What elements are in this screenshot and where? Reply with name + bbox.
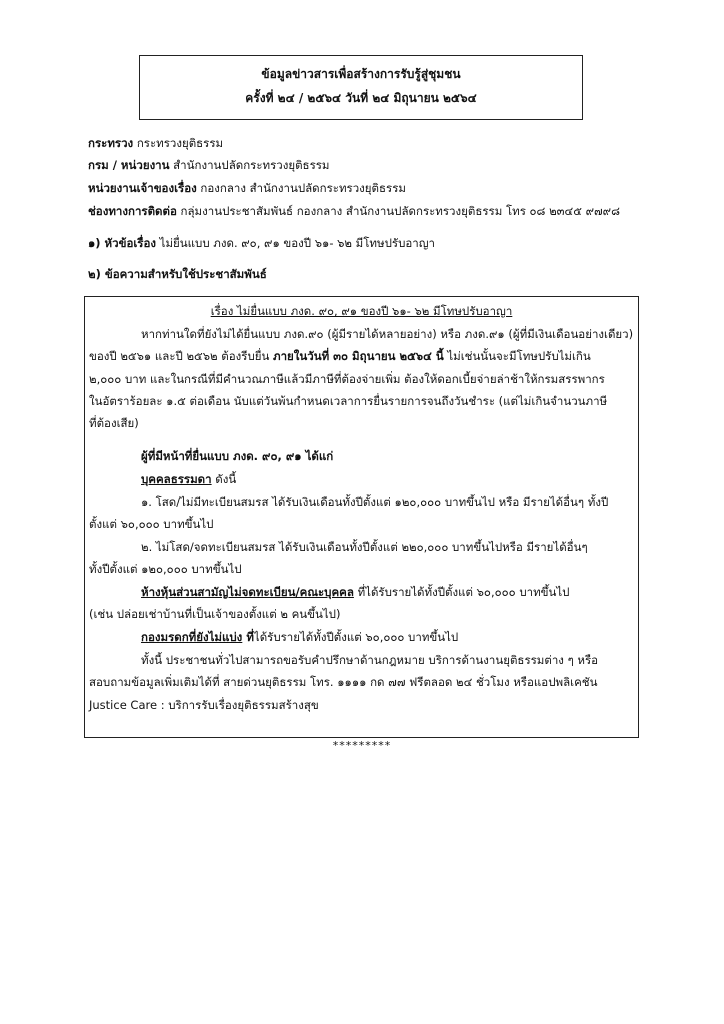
- item-1-line-1: ๑. โสด/ไม่มีทะเบียนสมรส ได้รับเงินเดือนทั้งปีตั้งแต่ ๑๒๐,๐๐๐ บาทขึ้นไป หรือ มีรายได้อื่นๆ ทั้งปี: [141, 495, 609, 509]
- footer-stars: *********: [332, 739, 392, 752]
- deadline-penalty: ไม่เช่นนั้นจะมีโทษปรับไม่เกิน: [443, 349, 591, 363]
- person-line: [141, 472, 236, 486]
- paragraph-1-line-2: [89, 349, 591, 363]
- meta-contact-value: กลุ่มงานประชาสัมพันธ์ กองกลาง สำนักงานปลัดกระทรวงยุติธรรม โทร ๐๘ ๒๓๔๕ ๙๗๙๘: [180, 204, 620, 218]
- meta-contact-label: ช่องทางการติดต่อ: [88, 204, 177, 218]
- header-box: [139, 55, 583, 120]
- item-2-line-2: ทั้งปีตั้งแต่ ๑๒๐,๐๐๐ บาทขึ้นไป: [89, 562, 242, 576]
- estate-connector: ที่: [242, 630, 254, 644]
- item-2-line-1: ๒. ไม่โสด/จดทะเบียนสมรส ได้รับเงินเดือนทั้งปีตั้งแต่ ๒๒๐,๐๐๐ บาทขึ้นไปหรือ มีรายได้อื่นๆ: [141, 540, 588, 554]
- estate-suffix: ได้รับรายได้ทั้งปีตั้งแต่ ๖๐,๐๐๐ บาทขึ้นไป: [253, 630, 459, 644]
- header-title: ข้อมูลข่าวสารเพื่อสร้างการรับรู้สู่ชุมชน: [261, 67, 461, 81]
- message-box: [84, 296, 639, 738]
- meta-ministry-value: กระทรวงยุติธรรม: [136, 136, 224, 150]
- estate-label: กองมรดกที่ยังไม่แบ่ง: [141, 630, 243, 644]
- estate-line: [141, 630, 458, 644]
- section-topic: [88, 235, 435, 253]
- meta-owner-label: หน่วยงานเจ้าของเรื่อง: [88, 181, 197, 195]
- meta-ministry-label: กระทรวง: [88, 136, 134, 150]
- deadline-intro: ของปี ๒๕๖๑ และปี ๒๕๖๒ ต้องรีบยื่น: [89, 349, 274, 363]
- person-label: บุคคลธรรมดา: [141, 472, 212, 486]
- person-suffix: ดังนี้: [211, 472, 237, 486]
- paragraph-1-line-4: ในอัตราร้อยละ ๑.๕ ต่อเดือน นับแต่วันพ้นกำหนดเวลาการยื่นรายการจนถึงวันชำระ (แต่ไม่เกินจำนวนภาษี: [89, 394, 608, 408]
- meta-owner: [88, 180, 406, 198]
- meta-department: [88, 157, 330, 175]
- partnership-example: (เช่น ปล่อยเช่าบ้านที่เป็นเจ้าของตั้งแต่ ๒ คนขึ้นไป): [89, 607, 341, 621]
- section-topic-label: ๑) หัวข้อเรื่อง: [88, 236, 156, 250]
- section-topic-value: ไม่ยื่นแบบ ภงด. ๙๐, ๙๑ ของปี ๖๑- ๖๒ มีโทษปรับอาญา: [159, 236, 435, 250]
- meta-dept-label: กรม / หน่วยงาน: [88, 158, 170, 172]
- partnership-suffix: ที่ได้รับรายได้ทั้งปีตั้งแต่ ๖๐,๐๐๐ บาทขึ้นไป: [353, 585, 570, 599]
- meta-contact: [88, 203, 620, 221]
- duty-heading: ผู้ที่มีหน้าที่ยื่นแบบ ภงด. ๙๐, ๙๑ ได้แก่: [141, 449, 334, 463]
- deadline-date: ภายในวันที่ ๓๐ มิถุนายน ๒๕๖๔ นี้: [273, 349, 444, 363]
- meta-owner-value: กองกลาง สำนักงานปลัดกระทรวงยุติธรรม: [200, 181, 406, 195]
- item-1-line-2: ตั้งแต่ ๖๐,๐๐๐ บาทขึ้นไป: [89, 517, 214, 531]
- paragraph-1-line-3: ๒,๐๐๐ บาท และในกรณีที่มีคำนวณภาษีแล้วมีภาษีที่ต้องจ่ายเพิ่ม ต้องให้ดอกเบี้ยจ่ายล่าช้าให้กรมสรรพากร: [89, 372, 605, 386]
- paragraph-1-line-5: ที่ต้องเสีย): [89, 416, 139, 430]
- message-title: เรื่อง ไม่ยื่นแบบ ภงด. ๙๐, ๙๑ ของปี ๖๑- ๖๒ มีโทษปรับอาญา: [210, 304, 513, 318]
- closing-line-3: Justice Care : บริการรับเรื่องยุติธรรมสร้างสุข: [89, 698, 319, 712]
- partnership-label: ห้างหุ้นส่วนสามัญไม่จดทะเบียน/คณะบุคคล: [141, 585, 354, 599]
- header-issue: ครั้งที่ ๒๔ / ๒๕๖๔ วันที่ ๒๔ มิถุนายน ๒๕๖๔: [245, 91, 477, 105]
- paragraph-1-line-1: หากท่านใดที่ยังไม่ได้ยื่นแบบ ภงด.๙๐ (ผู้มีรายได้หลายอย่าง) หรือ ภงด.๙๑ (ผู้ที่มีเงินเดือนอย่างเดียว): [141, 327, 634, 341]
- section-message-label: ๒) ข้อความสำหรับใช้ประชาสัมพันธ์: [88, 267, 267, 281]
- closing-line-2: สอบถามข้อมูลเพิ่มเติมได้ที่ สายด่วนยุติธรรม โทร. ๑๑๑๑ กด ๗๗ ฟรีตลอด ๒๔ ชั่วโมง หรือแอปพลิเคชัน: [89, 675, 598, 689]
- meta-ministry: [88, 135, 223, 153]
- partnership-line: [141, 585, 569, 599]
- section-message-heading: [88, 266, 267, 284]
- closing-line-1: ทั้งนี้ ประชาชนทั่วไปสามารถขอรับคำปรึกษาด้านกฎหมาย บริการด้านงานยุติธรรมต่าง ๆ หรือ: [141, 653, 599, 667]
- meta-dept-value: สำนักงานปลัดกระทรวงยุติธรรม: [173, 158, 330, 172]
